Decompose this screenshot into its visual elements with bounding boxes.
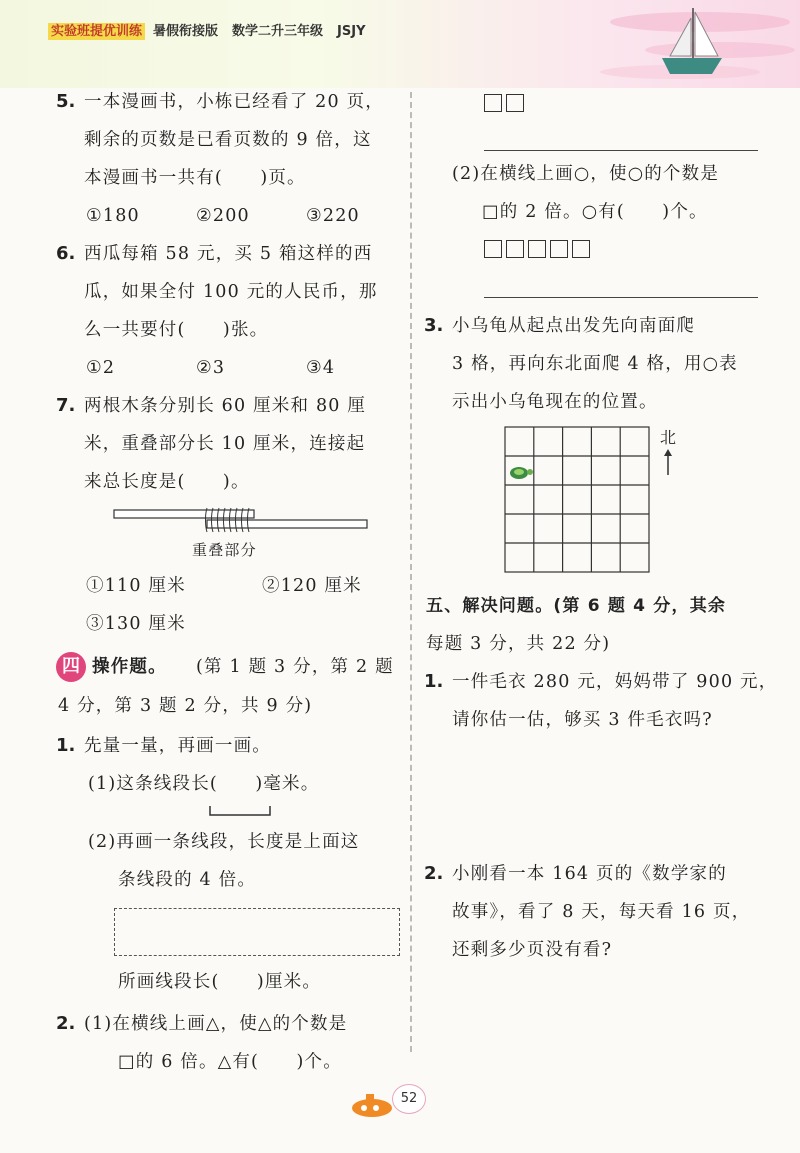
question-number: 3. <box>424 315 444 336</box>
option-1[interactable]: ①180 <box>86 206 140 226</box>
square-shape <box>572 240 590 258</box>
edition-label: 暑假衔接版 <box>153 24 219 39</box>
square-shape <box>484 240 502 258</box>
question-text: 3 格，再向东北面爬 4 格，用○表 <box>452 354 738 374</box>
north-arrow-icon <box>662 448 674 476</box>
square-shape <box>506 94 524 112</box>
page-header <box>0 0 800 88</box>
option-1[interactable]: ①110 厘米 <box>86 576 186 596</box>
question-text: 条线段的 4 倍。 <box>118 870 257 890</box>
section-title: 五、解决问题。(第 6 题 4 分，其余 <box>426 596 727 616</box>
subject-label: 数学二升三年级 <box>232 24 324 39</box>
question-number: 7. <box>56 395 76 416</box>
question-number: 6. <box>56 243 76 264</box>
square-shape <box>506 240 524 258</box>
question-text: 来总长度是( )。 <box>84 472 250 492</box>
question-text: 西瓜每箱 58 元，买 5 箱这样的西 <box>84 244 373 264</box>
square-row-top <box>484 94 528 114</box>
section-scoring: (第 1 题 3 分，第 2 题 <box>196 657 394 677</box>
question-text: 小刚看一本 164 页的《数学家的 <box>452 864 727 884</box>
option-3[interactable]: ③4 <box>306 358 336 378</box>
question-text: 一本漫画书，小栋已经看了 20 页， <box>84 92 384 112</box>
option-3[interactable]: ③130 厘米 <box>86 614 186 634</box>
overlap-label: 重叠部分 <box>192 541 257 559</box>
submarine-icon <box>346 1090 398 1120</box>
square-shape <box>528 240 546 258</box>
answer-line[interactable] <box>484 297 758 298</box>
question-text: 故事》，看了 8 天，每天看 16 页， <box>452 902 751 922</box>
question-text: (2)在横线上画○，使○的个数是 <box>452 164 720 184</box>
question-text: 请你估一估，够买 3 件毛衣吗? <box>452 710 713 730</box>
question-number: 2. <box>424 863 444 884</box>
answer-line[interactable] <box>484 150 758 151</box>
overlap-sticks-figure <box>112 504 372 538</box>
question-text: 先量一量，再画一画。 <box>84 736 271 756</box>
option-1[interactable]: ①2 <box>86 358 116 378</box>
brand-label: 实验班提优训练 <box>48 23 145 40</box>
question-text: (2)再画一条线段，长度是上面这 <box>88 832 360 852</box>
section-scoring: 每题 3 分，共 22 分) <box>426 634 611 654</box>
question-text: 剩余的页数是已看页数的 9 倍，这 <box>84 130 372 150</box>
square-shape <box>550 240 568 258</box>
column-divider <box>410 92 412 1052</box>
question-text: 两根木条分别长 60 厘米和 80 厘 <box>84 396 367 416</box>
question-text: (1)在横线上画△，使△的个数是 <box>84 1014 348 1034</box>
option-3[interactable]: ③220 <box>306 206 360 226</box>
question-number: 2. <box>56 1013 76 1034</box>
section-scoring: 4 分，第 3 题 2 分，共 9 分) <box>58 696 313 716</box>
position-grid[interactable] <box>504 426 650 574</box>
sailboat-illustration <box>600 0 800 88</box>
question-text: 示出小乌龟现在的位置。 <box>452 392 658 412</box>
question-text: 米，重叠部分长 10 厘米，连接起 <box>84 434 366 454</box>
option-2[interactable]: ②3 <box>196 358 226 378</box>
square-row-bottom <box>484 240 594 260</box>
page-number: 52 <box>392 1084 426 1114</box>
drawing-area[interactable] <box>114 908 400 956</box>
series-title <box>48 20 380 39</box>
question-text: 还剩多少页没有看? <box>452 940 613 960</box>
question-number: 1. <box>56 735 76 756</box>
question-text: □的 2 倍。○有( )个。 <box>482 202 708 222</box>
turtle-icon <box>510 467 533 479</box>
question-text: (1)这条线段长( )毫米。 <box>88 774 320 794</box>
question-text: 本漫画书一共有( )页。 <box>84 168 306 188</box>
north-label: 北 <box>660 428 678 447</box>
answer-text: 所画线段长( )厘米。 <box>118 972 322 992</box>
measure-segment <box>208 804 274 818</box>
section-badge: 四 <box>56 652 86 682</box>
question-number: 5. <box>56 91 76 112</box>
question-text: 一件毛衣 280 元，妈妈带了 900 元， <box>452 672 778 692</box>
square-shape <box>484 94 502 112</box>
question-text: □的 6 倍。△有( )个。 <box>118 1052 342 1072</box>
option-2[interactable]: ②120 厘米 <box>262 576 362 596</box>
section-title: 操作题。 <box>92 657 167 677</box>
question-text: 瓜，如果全付 100 元的人民币，那 <box>84 282 378 302</box>
question-number: 1. <box>424 671 444 692</box>
code-label: JSJY <box>337 24 366 39</box>
question-text: 小乌龟从起点出发先向南面爬 <box>452 316 696 336</box>
option-2[interactable]: ②200 <box>196 206 250 226</box>
question-text: 么一共要付( )张。 <box>84 320 269 340</box>
